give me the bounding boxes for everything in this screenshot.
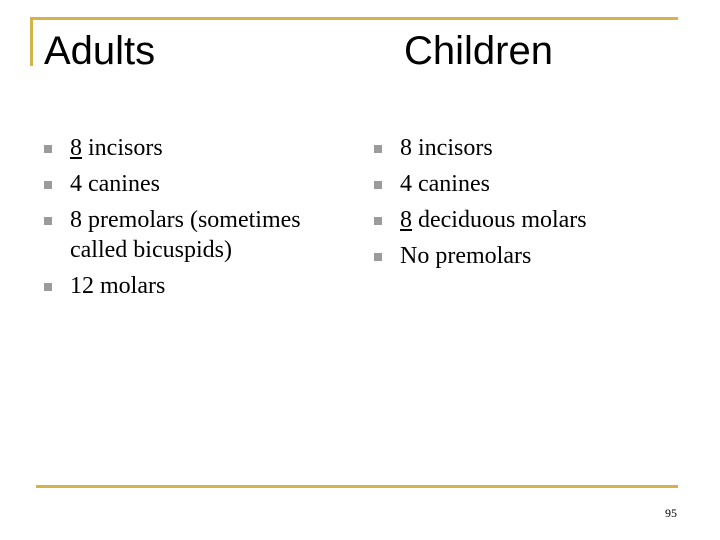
item-text: 12 molars	[70, 273, 166, 299]
list-item	[374, 169, 694, 199]
item-text: 4 canines	[70, 171, 160, 197]
square-bullet-icon	[374, 181, 382, 189]
adults-list	[44, 133, 344, 301]
list-item	[44, 271, 344, 301]
list-item	[374, 205, 694, 235]
square-bullet-icon	[44, 283, 52, 291]
square-bullet-icon	[44, 145, 52, 153]
item-text: No premolars	[400, 243, 532, 269]
square-bullet-icon	[374, 217, 382, 225]
list-item	[374, 133, 694, 163]
item-number: 8	[400, 207, 412, 233]
list-item	[44, 133, 344, 163]
children-list	[374, 133, 694, 271]
bottom-rule	[36, 485, 678, 488]
item-number: 8	[70, 135, 82, 161]
top-rule	[30, 17, 678, 20]
item-text: deciduous molars	[412, 207, 587, 233]
children-title: Children	[404, 29, 553, 73]
item-text: incisors	[82, 135, 163, 161]
list-item	[374, 241, 694, 271]
item-text: 8 premolars (sometimes called bicuspids)	[70, 207, 301, 263]
list-item	[44, 169, 344, 199]
item-text: 8 incisors	[400, 135, 493, 161]
left-rule	[30, 17, 33, 66]
adults-title: Adults	[44, 29, 156, 73]
square-bullet-icon	[44, 181, 52, 189]
square-bullet-icon	[374, 253, 382, 261]
item-text: 4 canines	[400, 171, 490, 197]
list-item	[44, 205, 344, 265]
square-bullet-icon	[374, 145, 382, 153]
square-bullet-icon	[44, 217, 52, 225]
page-number: 95	[665, 506, 677, 520]
